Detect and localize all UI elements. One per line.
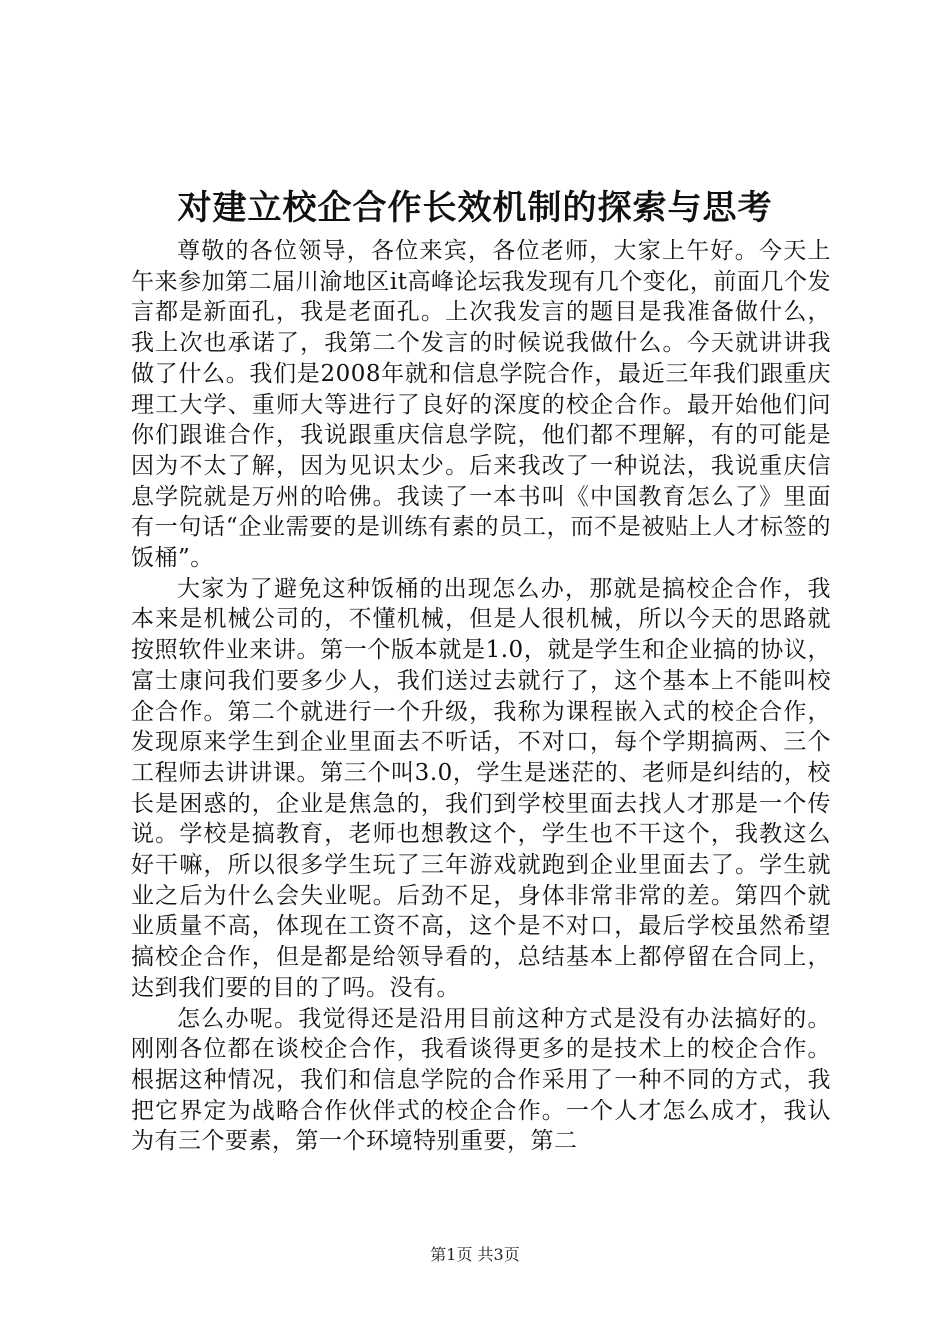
- document-body: [131, 236, 831, 1157]
- document-title: 对建立校企合作长效机制的探索与思考: [177, 188, 773, 228]
- body-paragraph: 尊敬的各位领导，各位来宾，各位老师，大家上午好。今天上午来参加第二届川渝地区it高峰论坛我发现有几个变化，前面几个发言都是新面孔，我是老面孔。上次我发言的题目是我准备做什么，我上次也承诺了，我第二个发言的时候说我做什么。今天就讲讲我做了什么。我们是2008年就和信息学院合作，最近三年我们跟重庆理工大学、重师大等进行了良好的深度的校企合作。最开始他们问你们跟谁合作，我说跟重庆信息学院，他们都不理解，有的可能是因为不太了解，因为见识太少。后来我改了一种说法，我说重庆信息学院就是万州的哈佛。我读了一本书叫《中国教育怎么了》里面有一句话“企业需要的是训练有素的员工，而不是被贴上人才标签的饭桶”。: [131, 238, 831, 572]
- body-paragraph: 怎么办呢。我觉得还是沿用目前这种方式是没有办法搞好的。刚刚各位都在谈校企合作，我看谈得更多的是技术上的校企合作。根据这种情况，我们和信息学院的合作采用了一种不同的方式，我把它界定为战略合作伙伴式的校企合作。一个人才怎么成才，我认为有三个要素，第一个环境特别重要，第二: [131, 1005, 831, 1155]
- page-number-footer: 第1页 共3页: [430, 1245, 520, 1264]
- body-paragraph: 大家为了避免这种饭桶的出现怎么办，那就是搞校企合作，我本来是机械公司的，不懂机械，但是人很机械，所以今天的思路就按照软件业来讲。第一个版本就是1.0，就是学生和企业搞的协议，富士康问我们要多少人，我们送过去就行了，这个基本上不能叫校企合作。第二个就进行一个升级，我称为课程嵌入式的校企合作，发现原来学生到企业里面去不听话，不对口，每个学期搞两、三个工程师去讲讲课。第三个叫3.0，学生是迷茫的、老师是纠结的，校长是困惑的，企业是焦急的，我们到学校里面去找人才那是一个传说。学校是搞教育，老师也想教这个，学生也不干这个，我教这么好干嘛，所以很多学生玩了三年游戏就跑到企业里面去了。学生就业之后为什么会失业呢。后劲不足，身体非常非常的差。第四个就业质量不高，体现在工资不高，这个是不对口，最后学校虽然希望搞校企合作，但是都是给领导看的，总结基本上都停留在合同上，达到我们要的目的了吗。没有。: [131, 575, 831, 1001]
